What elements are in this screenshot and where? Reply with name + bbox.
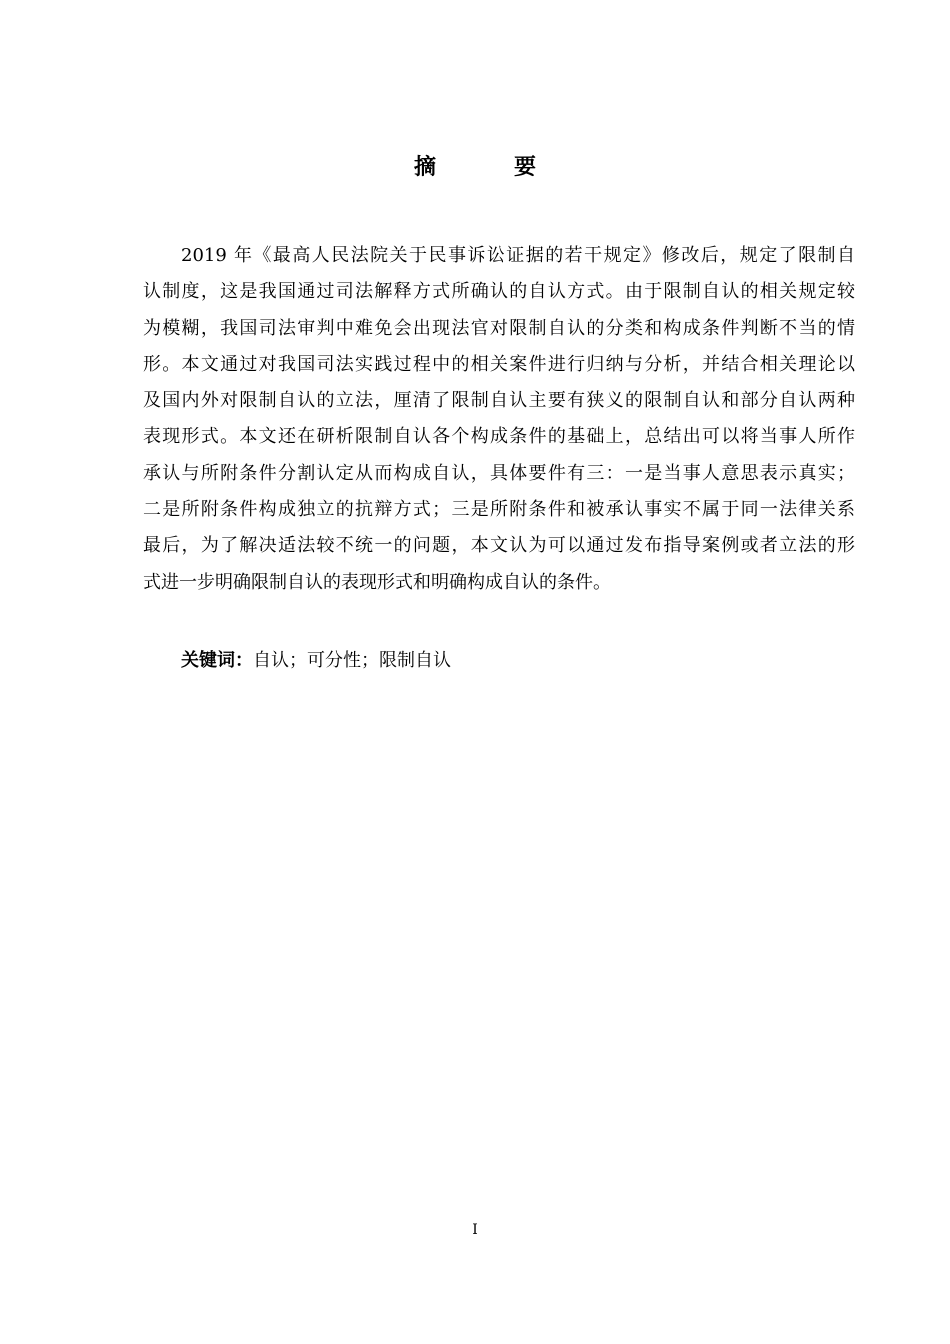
abstract-line-6: 表现形式。本文还在研析限制自认各个构成条件的基础上，总结出可以将当事人所作 xyxy=(143,426,855,448)
page-number: I xyxy=(472,1222,478,1238)
abstract-line-7: 承认与所附条件分割认定从而构成自认，具体要件有三：一是当事人意思表示真实； xyxy=(143,462,855,484)
abstract-line-3: 为模糊，我国司法审判中难免会出现法官对限制自认的分类和构成条件判断不当的情 xyxy=(143,317,855,339)
abstract-line-10: 式进一步明确限制自认的表现形式和明确构成自认的条件。 xyxy=(143,571,611,593)
abstract-line-4: 形。本文通过对我国司法实践过程中的相关案件进行归纳与分析，并结合相关理论以 xyxy=(143,353,855,375)
abstract-title: 摘 要 xyxy=(413,154,564,180)
abstract-line-5: 及国内外对限制自认的立法，厘清了限制自认主要有狭义的限制自认和部分自认两种 xyxy=(143,390,855,412)
keywords xyxy=(181,646,451,676)
abstract-line-9: 最后，为了解决适法较不统一的问题，本文认为可以通过发布指导案例或者立法的形 xyxy=(143,535,855,557)
abstract-line-2: 认制度，这是我国通过司法解释方式所确认的自认方式。由于限制自认的相关规定较 xyxy=(143,281,855,303)
keywords-label: 关键词： xyxy=(181,650,253,671)
keywords-value: 自认；可分性；限制自认 xyxy=(253,650,451,671)
abstract-line-8: 二是所附条件构成独立的抗辩方式；三是所附条件和被承认事实不属于同一法律关系 xyxy=(143,499,855,521)
abstract-line-1: 2019 年《最高人民法院关于民事诉讼证据的若干规定》修改后，规定了限制自 xyxy=(181,245,855,266)
abstract-body xyxy=(143,238,855,601)
